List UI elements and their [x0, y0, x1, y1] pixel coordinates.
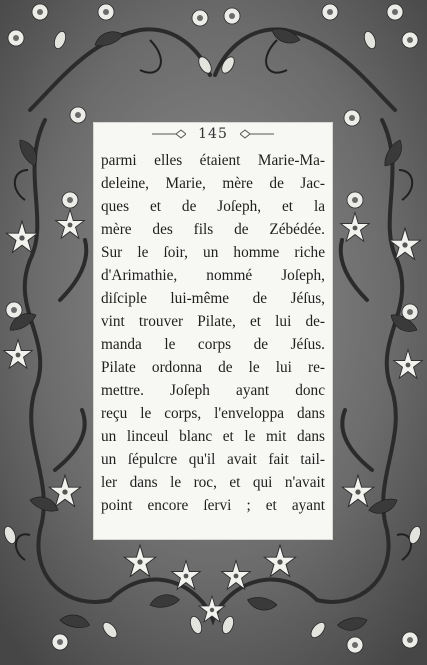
page-header — [93, 126, 333, 144]
fleuron-ornament-icon — [240, 129, 274, 139]
text-line: vint trouver Pilate, et lui de- — [101, 313, 325, 330]
text-line: un linceul blanc et le mit dans — [101, 428, 325, 445]
text-line: deleine, Marie, mère de Jac- — [101, 175, 325, 192]
text-line: reçu le corps, l'enveloppa dans — [101, 405, 325, 422]
text-line: un ſépulcre qu'il avait fait tail- — [101, 451, 325, 468]
text-line: Sur le ſoir, un homme riche — [101, 244, 325, 261]
fleuron-ornament-icon — [152, 129, 186, 139]
text-line: Pilate ordonna de le lui re- — [101, 359, 325, 376]
text-line: d'Arimathie, nommé Joſeph, — [101, 267, 325, 284]
text-line: ques et de Joſeph, et la — [101, 198, 325, 215]
text-panel — [93, 122, 333, 540]
page-number: 145 — [198, 126, 228, 142]
text-line: mettre. Joſeph ayant donc — [101, 382, 325, 399]
text-line: ler dans le roc, et qui n'avait — [101, 474, 325, 491]
text-line: point encore ſervi ; et ayant — [101, 497, 325, 514]
text-line: manda le corps de Jéſus. — [101, 336, 325, 353]
text-line: mère des fils de Zébédée. — [101, 221, 325, 238]
text-line: parmi elles étaient Marie-Ma- — [101, 152, 325, 169]
body-text — [101, 149, 325, 517]
text-line: diſciple lui-même de Jéſus, — [101, 290, 325, 307]
